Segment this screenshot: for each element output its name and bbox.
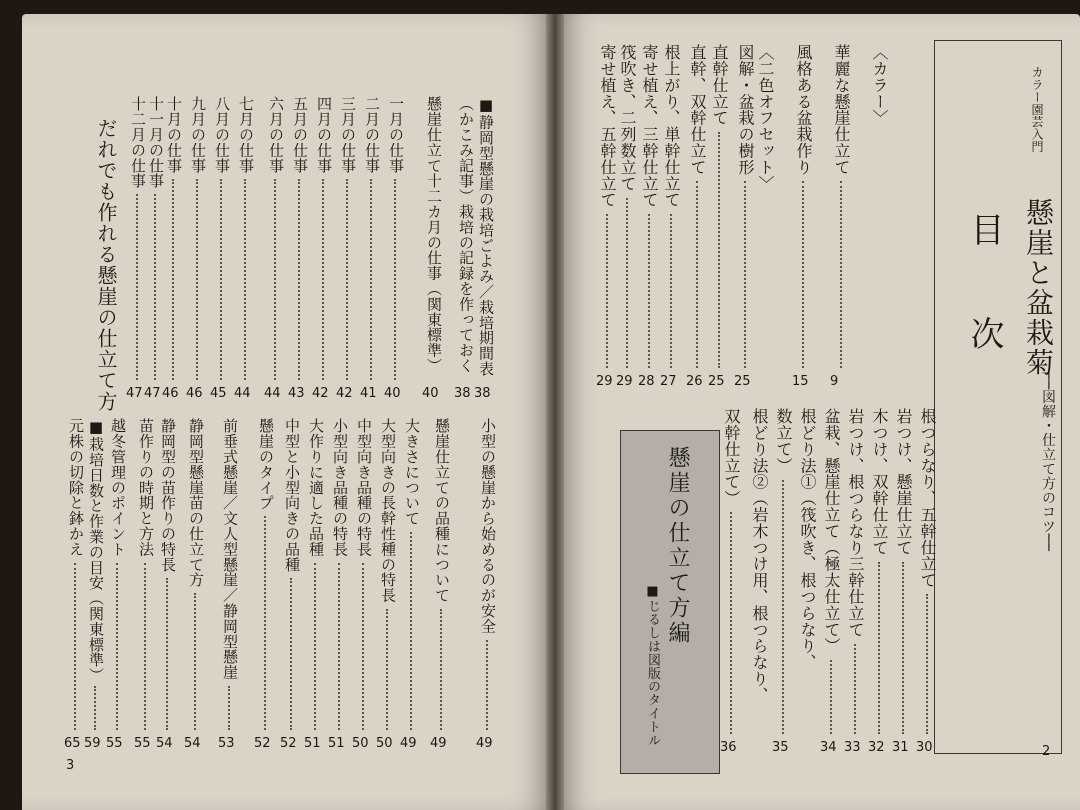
- toc-entry-text: 前垂式懸崖／文人型懸崖／静岡型懸崖: [221, 418, 239, 680]
- toc-entry-text: 九月の仕事: [189, 96, 207, 173]
- toc-leader-dots: [166, 578, 168, 730]
- series-label: カラー園芸入門: [1030, 66, 1044, 153]
- toc-entry-page: 47: [144, 386, 161, 401]
- page-number-right: 2: [1042, 744, 1051, 759]
- toc-entry-text: 元株の切除と鉢かえ: [67, 418, 85, 557]
- toc-entry-text: 双幹仕立て）: [722, 408, 741, 507]
- toc-entry-page: 42: [336, 386, 353, 401]
- toc-leader-dots: [730, 512, 732, 734]
- toc-entry-text: 二月の仕事: [363, 96, 381, 173]
- toc-entry-text: 根上がり、単幹仕立て: [662, 44, 681, 208]
- toc-entry-page: 55: [134, 736, 151, 751]
- toc-entry-page: 47: [126, 386, 143, 401]
- toc-entry-page: 38: [454, 386, 471, 401]
- toc-leader-dots: [290, 578, 292, 730]
- toc-leader-dots: [696, 181, 698, 368]
- toc-entry-text: 懸崖のタイプ: [257, 418, 275, 511]
- toc-leader-dots: [394, 179, 396, 380]
- toc-entry-text: 〈二色オフセット〉: [756, 44, 775, 192]
- toc-entry-page: 44: [264, 386, 281, 401]
- toc-entry-text: 苗作りの時期と方法: [137, 418, 155, 557]
- section-note: ■じるしは図版のタイトル: [645, 584, 660, 747]
- toc-entry-page: 49: [430, 736, 447, 751]
- toc-entry-text: 直幹、双幹仕立て: [688, 44, 707, 176]
- toc-entry-text: 〈カラー〉: [870, 44, 889, 126]
- toc-entry-text: 十一月の仕事: [147, 96, 165, 189]
- toc-entry-page: 52: [254, 736, 271, 751]
- toc-leader-dots: [626, 198, 628, 368]
- toc-entry-text: 十二月の仕事: [129, 96, 147, 189]
- toc-leader-dots: [136, 194, 138, 380]
- toc-leader-dots: [196, 179, 198, 380]
- toc-leader-dots: [94, 686, 96, 730]
- toc-entry-text: 十月の仕事: [165, 96, 183, 173]
- toc-leader-dots: [440, 609, 442, 730]
- toc-entry-text: ■静岡型懸崖の栽培ごよみ／栽培期間表: [477, 96, 495, 377]
- toc-leader-dots: [854, 644, 856, 734]
- toc-entry-page: 51: [328, 736, 345, 751]
- toc-entry-text: 中型向き品種の特長: [355, 418, 373, 557]
- toc-leader-dots: [370, 179, 372, 380]
- toc-entry-page: 53: [218, 736, 235, 751]
- toc-leader-dots: [902, 562, 904, 734]
- toc-leader-dots: [154, 194, 156, 380]
- toc-leader-dots: [830, 660, 832, 734]
- toc-entry-page: 30: [916, 740, 933, 755]
- toc-entry-page: 44: [234, 386, 251, 401]
- toc-leader-dots: [228, 686, 230, 730]
- toc-leader-dots: [338, 563, 340, 730]
- toc-entry-page: 26: [686, 374, 703, 389]
- toc-entry-page: 29: [596, 374, 613, 389]
- toc-leader-dots: [386, 609, 388, 730]
- toc-entry-text: 岩つけ、懸崖仕立て: [894, 408, 913, 556]
- toc-entry-text: 越冬管理のポイント: [109, 418, 127, 557]
- toc-entry-page: 54: [156, 736, 173, 751]
- toc-entry-text: ■栽培日数と作業の目安（関東標準）: [87, 418, 105, 683]
- toc-entry-page: 54: [184, 736, 201, 751]
- toc-entry-text: 寄せ植え、三幹仕立て: [640, 44, 659, 208]
- toc-entry-page: 51: [304, 736, 321, 751]
- toc-entry-page: 42: [312, 386, 329, 401]
- toc-entry-text: 七月の仕事: [237, 96, 255, 173]
- toc-leader-dots: [410, 532, 412, 730]
- toc-entry-page: 25: [708, 374, 725, 389]
- toc-entry-page: 59: [84, 736, 101, 751]
- toc-entry-text: 直幹仕立て: [710, 44, 729, 126]
- toc-entry-page: 33: [844, 740, 861, 755]
- toc-leader-dots: [194, 593, 196, 730]
- toc-entry-page: 27: [660, 374, 677, 389]
- section-title: 懸崖の仕立て方編: [665, 446, 690, 646]
- toc-leader-dots: [486, 640, 488, 730]
- toc-leader-dots: [362, 563, 364, 730]
- toc-entry-page: 50: [376, 736, 393, 751]
- toc-entry-text: 静岡型懸崖苗の仕立て方: [187, 418, 205, 588]
- toc-leader-dots: [606, 214, 608, 368]
- toc-leader-dots: [144, 563, 146, 730]
- toc-leader-dots: [314, 563, 316, 730]
- page-number-left: 3: [66, 758, 75, 773]
- toc-entry-text: 懸崖仕立ての品種について: [433, 418, 451, 603]
- toc-entry-text: 中型と小型向きの品種: [283, 418, 301, 572]
- toc-entry-text: 盆栽、懸崖仕立て（極太仕立て）: [822, 408, 841, 654]
- toc-leader-dots: [244, 179, 246, 380]
- toc-entry-text: 静岡型の苗作りの特長: [159, 418, 177, 572]
- toc-entry-text: 根つらなり、五幹仕立て: [918, 408, 937, 589]
- toc-entry-page: 65: [64, 736, 81, 751]
- toc-leader-dots: [74, 563, 76, 730]
- toc-leader-dots: [782, 480, 784, 734]
- book-subtitle: ──図解・仕立て方のコツ──: [1040, 372, 1056, 552]
- toc-leader-dots: [220, 179, 222, 380]
- toc-entry-text: 大作りに適した品種: [307, 418, 325, 557]
- toc-entry-text: 六月の仕事: [267, 96, 285, 173]
- book-gutter: [546, 14, 564, 810]
- toc-entry-page: 46: [162, 386, 179, 401]
- toc-entry-page: 45: [210, 386, 227, 401]
- toc-entry-page: 46: [186, 386, 203, 401]
- toc-entry-page: 34: [820, 740, 837, 755]
- toc-entry-text: 三月の仕事: [339, 96, 357, 173]
- toc-leader-dots: [718, 132, 720, 368]
- toc-entry-text: 大型向きの長幹性種の特長: [379, 418, 397, 603]
- toc-entry-text: 木つけ、双幹仕立て: [870, 408, 889, 556]
- toc-entry-page: 49: [400, 736, 417, 751]
- toc-entry-page: 50: [352, 736, 369, 751]
- toc-entry-page: 40: [422, 386, 439, 401]
- toc-entry-text: 小型向き品種の特長: [331, 418, 349, 557]
- toc-leader-dots: [878, 562, 880, 734]
- toc-entry-page: 36: [720, 740, 737, 755]
- toc-entry-text: 五月の仕事: [291, 96, 309, 173]
- toc-entry-page: 55: [106, 736, 123, 751]
- toc-leader-dots: [322, 179, 324, 380]
- toc-entry-page: 28: [638, 374, 655, 389]
- toc-entry-text: 根どり法①（筏吹き、根つらなり、: [798, 408, 817, 671]
- toc-leader-dots: [274, 179, 276, 380]
- toc-leader-dots: [172, 179, 174, 380]
- toc-entry-page: 31: [892, 740, 909, 755]
- toc-entry-text: 根どり法②（岩木つけ用、根つらなり、: [750, 408, 769, 704]
- toc-entry-page: 43: [288, 386, 305, 401]
- toc-leader-dots: [744, 181, 746, 368]
- toc-entry-text: 岩つけ、根つらなり三幹仕立て: [846, 408, 865, 638]
- toc-leader-dots: [298, 179, 300, 380]
- toc-entry-page: 25: [734, 374, 751, 389]
- toc-entry-text: 小型の懸崖から始めるのが安全: [479, 418, 497, 634]
- book-title: 懸崖と盆栽菊: [1022, 198, 1055, 378]
- toc-entry-page: 52: [280, 736, 297, 751]
- toc-entry-page: 41: [360, 386, 377, 401]
- toc-entry-text: 八月の仕事: [213, 96, 231, 173]
- toc-leader-dots: [840, 181, 842, 368]
- toc-entry-text: 四月の仕事: [315, 96, 333, 173]
- toc-leader-dots: [648, 214, 650, 368]
- toc-entry-page: 35: [772, 740, 789, 755]
- toc-entry-page: 29: [616, 374, 633, 389]
- toc-leader-dots: [116, 563, 118, 730]
- toc-leader-dots: [926, 594, 928, 734]
- toc-entry-text: 数立て）: [774, 408, 793, 474]
- toc-entry-text: 華麗な懸崖仕立て: [832, 44, 851, 176]
- toc-leader-dots: [802, 181, 804, 368]
- toc-entry-text: （かこみ記事）栽培の記録を作っておく: [457, 96, 475, 374]
- toc-entry-text: 風格ある盆栽作り: [794, 44, 813, 176]
- toc-entry-page: 15: [792, 374, 809, 389]
- toc-entry-page: 38: [474, 386, 491, 401]
- toc-leader-dots: [670, 214, 672, 368]
- toc-entry-text: 筏吹き、二列数立て: [618, 44, 637, 192]
- toc-heading: 目次: [964, 212, 1004, 420]
- toc-entry-text: 寄せ植え、五幹仕立て: [598, 44, 617, 208]
- toc-entry-page: 49: [476, 736, 493, 751]
- toc-entry-text: 図解・盆栽の樹形: [736, 44, 755, 176]
- toc-leader-dots: [264, 516, 266, 730]
- toc-leader-dots: [346, 179, 348, 380]
- toc-entry-text: 懸崖仕立て十二カ月の仕事（関東標準）: [425, 96, 443, 374]
- toc-entry-page: 40: [384, 386, 401, 401]
- toc-entry-page: 9: [830, 374, 839, 389]
- toc-entry-text: 一月の仕事: [387, 96, 405, 173]
- chapter-title: だれでも作れる懸崖の仕立て方: [94, 118, 118, 412]
- toc-entry-page: 32: [868, 740, 885, 755]
- toc-entry-text: 大きさについて: [403, 418, 421, 526]
